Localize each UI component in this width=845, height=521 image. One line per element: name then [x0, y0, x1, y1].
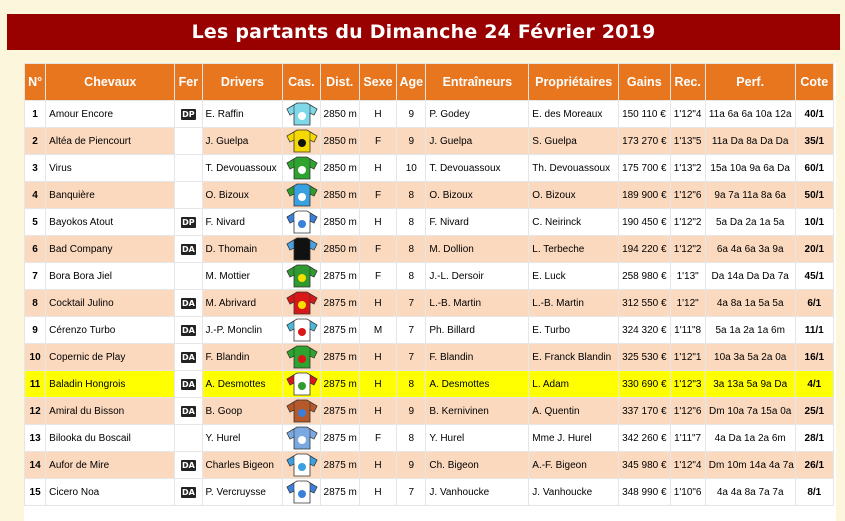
- cell-shoeing: [175, 425, 201, 451]
- cell-sex: H: [360, 290, 396, 316]
- cell-trainer[interactable]: Y. Hurel: [426, 425, 528, 451]
- cell-trainer[interactable]: J.-L. Dersoir: [426, 263, 528, 289]
- jersey-icon: [286, 372, 318, 396]
- cell-horse-name[interactable]: Bayokos Atout: [46, 209, 174, 235]
- cell-performance: 3a 13a 5a 9a Da: [706, 371, 795, 397]
- table-footer-strip: [24, 506, 836, 521]
- cell-owner: L. Terbeche: [529, 236, 618, 262]
- cell-odds: 26/1: [796, 452, 833, 478]
- shoeing-icon: DP: [182, 217, 195, 227]
- cell-jersey: [283, 263, 319, 289]
- table-row[interactable]: [25, 398, 833, 424]
- cell-sex: F: [360, 128, 396, 154]
- cell-distance: 2875 m: [321, 398, 359, 424]
- cell-performance: 9a 7a 11a 8a 6a: [706, 182, 795, 208]
- cell-performance: 11a 6a 6a 10a 12a: [706, 101, 795, 127]
- cell-jersey: [283, 101, 319, 127]
- col-header-sex[interactable]: Sexe: [360, 64, 396, 100]
- cell-horse-name[interactable]: Cocktail Julino: [46, 290, 174, 316]
- col-header-performance[interactable]: Perf.: [706, 64, 795, 100]
- jersey-icon: [286, 453, 318, 477]
- cell-owner: Mme J. Hurel: [529, 425, 618, 451]
- cell-driver[interactable]: J.-P. Monclin: [203, 317, 283, 343]
- cell-driver[interactable]: F. Blandin: [203, 344, 283, 370]
- cell-record: 1'12"2: [671, 236, 705, 262]
- cell-performance: 4a 4a 8a 7a 7a: [706, 479, 795, 505]
- cell-age: 7: [397, 317, 425, 343]
- col-header-odds[interactable]: Cote: [796, 64, 833, 100]
- cell-owner: Th. Devouassoux: [529, 155, 618, 181]
- cell-age: 8: [397, 371, 425, 397]
- cell-distance: 2850 m: [321, 128, 359, 154]
- cell-number: 2: [25, 128, 45, 154]
- cell-driver[interactable]: J. Guelpa: [203, 128, 283, 154]
- cell-sex: H: [360, 155, 396, 181]
- cell-age: 7: [397, 344, 425, 370]
- cell-earnings: 175 700 €: [619, 155, 669, 181]
- cell-jersey: [283, 371, 319, 397]
- cell-record: 1'12": [671, 290, 705, 316]
- cell-trainer[interactable]: J. Guelpa: [426, 128, 528, 154]
- cell-performance: 6a 4a 6a 3a 9a: [706, 236, 795, 262]
- cell-horse-name[interactable]: Amour Encore: [46, 101, 174, 127]
- cell-horse-name[interactable]: Bora Bora Jiel: [46, 263, 174, 289]
- jersey-icon: [286, 480, 318, 504]
- cell-trainer[interactable]: P. Godey: [426, 101, 528, 127]
- cell-age: 8: [397, 182, 425, 208]
- cell-age: 8: [397, 425, 425, 451]
- shoeing-icon: DA: [181, 379, 195, 389]
- cell-owner: C. Neirinck: [529, 209, 618, 235]
- cell-record: 1'11"8: [671, 317, 705, 343]
- table-row[interactable]: [25, 317, 833, 343]
- cell-performance: 5a Da 2a 1a 5a: [706, 209, 795, 235]
- cell-record: 1'12"6: [671, 398, 705, 424]
- cell-horse-name[interactable]: Copernic de Play: [46, 344, 174, 370]
- cell-record: 1'12"4: [671, 101, 705, 127]
- jersey-icon: [286, 210, 318, 234]
- table-row[interactable]: [25, 452, 833, 478]
- cell-distance: 2875 m: [321, 263, 359, 289]
- cell-trainer[interactable]: M. Dollion: [426, 236, 528, 262]
- cell-odds: 4/1: [796, 371, 833, 397]
- shoeing-icon: DA: [181, 460, 195, 470]
- cell-trainer[interactable]: T. Devouassoux: [426, 155, 528, 181]
- jersey-icon: [286, 345, 318, 369]
- cell-performance: 5a 1a 2a 1a 6m: [706, 317, 795, 343]
- cell-age: 8: [397, 209, 425, 235]
- cell-sex: H: [360, 452, 396, 478]
- cell-owner: S. Guelpa: [529, 128, 618, 154]
- cell-number: 4: [25, 182, 45, 208]
- col-header-record[interactable]: Rec.: [671, 64, 705, 100]
- cell-odds: 20/1: [796, 236, 833, 262]
- cell-shoeing: [175, 263, 201, 289]
- cell-odds: 35/1: [796, 128, 833, 154]
- cell-earnings: 190 450 €: [619, 209, 669, 235]
- cell-distance: 2850 m: [321, 209, 359, 235]
- cell-trainer[interactable]: A. Desmottes: [426, 371, 528, 397]
- cell-driver[interactable]: E. Raffin: [203, 101, 283, 127]
- cell-driver[interactable]: Charles Bigeon: [203, 452, 283, 478]
- cell-record: 1'11"7: [671, 425, 705, 451]
- cell-performance: 4a 8a 1a 5a 5a: [706, 290, 795, 316]
- cell-number: 9: [25, 317, 45, 343]
- cell-shoeing: [175, 452, 201, 478]
- cell-number: 13: [25, 425, 45, 451]
- cell-sex: M: [360, 317, 396, 343]
- table-row[interactable]: [25, 155, 833, 181]
- table-row[interactable]: [25, 479, 833, 505]
- table-row[interactable]: [25, 209, 833, 235]
- cell-driver[interactable]: A. Desmottes: [203, 371, 283, 397]
- cell-horse-name[interactable]: Cérenzo Turbo: [46, 317, 174, 343]
- cell-number: 8: [25, 290, 45, 316]
- cell-trainer[interactable]: F. Nivard: [426, 209, 528, 235]
- runners-table-container: [24, 63, 836, 513]
- cell-distance: 2875 m: [321, 371, 359, 397]
- cell-earnings: 258 980 €: [619, 263, 669, 289]
- cell-driver[interactable]: O. Bizoux: [203, 182, 283, 208]
- cell-driver[interactable]: B. Goop: [203, 398, 283, 424]
- cell-shoeing: [175, 128, 201, 154]
- jersey-icon: [286, 264, 318, 288]
- cell-trainer[interactable]: Ch. Bigeon: [426, 452, 528, 478]
- shoeing-icon: DA: [181, 298, 195, 308]
- cell-shoeing: [175, 155, 201, 181]
- col-header-casaque[interactable]: Cas.: [283, 64, 319, 100]
- cell-odds: 25/1: [796, 398, 833, 424]
- cell-sex: H: [360, 371, 396, 397]
- cell-owner: A.-F. Bigeon: [529, 452, 618, 478]
- cell-earnings: 189 900 €: [619, 182, 669, 208]
- cell-trainer[interactable]: J. Vanhoucke: [426, 479, 528, 505]
- cell-record: 1'12"4: [671, 452, 705, 478]
- cell-distance: 2850 m: [321, 101, 359, 127]
- cell-jersey: [283, 155, 319, 181]
- cell-distance: 2850 m: [321, 182, 359, 208]
- cell-sex: H: [360, 479, 396, 505]
- cell-performance: Dm 10m 14a 4a 7a: [706, 452, 795, 478]
- cell-earnings: 312 550 €: [619, 290, 669, 316]
- cell-distance: 2875 m: [321, 425, 359, 451]
- cell-number: 12: [25, 398, 45, 424]
- cell-number: 7: [25, 263, 45, 289]
- jersey-icon: [286, 291, 318, 315]
- cell-odds: 11/1: [796, 317, 833, 343]
- cell-age: 8: [397, 236, 425, 262]
- col-header-fer[interactable]: Fer: [175, 64, 201, 100]
- cell-shoeing: [175, 398, 201, 424]
- cell-distance: 2875 m: [321, 479, 359, 505]
- shoeing-icon: DA: [181, 487, 195, 497]
- cell-shoeing: [175, 371, 201, 397]
- shoeing-icon: DA: [181, 325, 195, 335]
- cell-owner: L.-B. Martin: [529, 290, 618, 316]
- cell-distance: 2875 m: [321, 317, 359, 343]
- cell-shoeing: [175, 101, 201, 127]
- cell-owner: A. Quentin: [529, 398, 618, 424]
- cell-age: 7: [397, 479, 425, 505]
- cell-earnings: 342 260 €: [619, 425, 669, 451]
- col-header-earnings[interactable]: Gains: [619, 64, 669, 100]
- cell-horse-name[interactable]: Amiral du Bisson: [46, 398, 174, 424]
- cell-odds: 6/1: [796, 290, 833, 316]
- shoeing-icon: DA: [181, 406, 195, 416]
- cell-driver[interactable]: Y. Hurel: [203, 425, 283, 451]
- cell-horse-name[interactable]: Banquière: [46, 182, 174, 208]
- jersey-icon: [286, 399, 318, 423]
- cell-performance: 11a Da 8a Da Da: [706, 128, 795, 154]
- cell-earnings: 150 110 €: [619, 101, 669, 127]
- cell-horse-name[interactable]: Baladin Hongrois: [46, 371, 174, 397]
- jersey-icon: [286, 237, 318, 261]
- cell-number: 14: [25, 452, 45, 478]
- cell-owner: E. Luck: [529, 263, 618, 289]
- runners-table: [24, 63, 834, 506]
- cell-owner: J. Vanhoucke: [529, 479, 618, 505]
- cell-distance: 2850 m: [321, 155, 359, 181]
- cell-trainer[interactable]: B. Kernivinen: [426, 398, 528, 424]
- cell-sex: H: [360, 398, 396, 424]
- cell-sex: H: [360, 344, 396, 370]
- cell-shoeing: [175, 209, 201, 235]
- cell-driver[interactable]: D. Thomain: [203, 236, 283, 262]
- jersey-icon: [286, 129, 318, 153]
- cell-owner: E. des Moreaux: [529, 101, 618, 127]
- shoeing-icon: DP: [182, 109, 195, 119]
- cell-earnings: 325 530 €: [619, 344, 669, 370]
- cell-record: 1'13"5: [671, 128, 705, 154]
- cell-record: 1'13"2: [671, 155, 705, 181]
- cell-record: 1'13": [671, 263, 705, 289]
- table-row[interactable]: [25, 290, 833, 316]
- table-row[interactable]: [25, 236, 833, 262]
- cell-owner: E. Turbo: [529, 317, 618, 343]
- cell-jersey: [283, 425, 319, 451]
- cell-earnings: 348 990 €: [619, 479, 669, 505]
- cell-age: 10: [397, 155, 425, 181]
- jersey-icon: [286, 318, 318, 342]
- cell-earnings: 173 270 €: [619, 128, 669, 154]
- cell-jersey: [283, 182, 319, 208]
- cell-trainer[interactable]: Ph. Billard: [426, 317, 528, 343]
- cell-record: 1'10"6: [671, 479, 705, 505]
- cell-earnings: 330 690 €: [619, 371, 669, 397]
- jersey-icon: [286, 183, 318, 207]
- cell-odds: 16/1: [796, 344, 833, 370]
- cell-jersey: [283, 479, 319, 505]
- cell-jersey: [283, 344, 319, 370]
- cell-performance: Dm 10a 7a 15a 0a: [706, 398, 795, 424]
- cell-performance: Da 14a Da Da 7a: [706, 263, 795, 289]
- table-row[interactable]: [25, 263, 833, 289]
- cell-jersey: [283, 128, 319, 154]
- cell-age: 9: [397, 128, 425, 154]
- cell-sex: F: [360, 263, 396, 289]
- jersey-icon: [286, 426, 318, 450]
- cell-age: 9: [397, 398, 425, 424]
- cell-number: 6: [25, 236, 45, 262]
- table-row[interactable]: [25, 371, 833, 397]
- cell-sex: F: [360, 182, 396, 208]
- cell-earnings: 324 320 €: [619, 317, 669, 343]
- cell-horse-name[interactable]: Bilooka du Boscail: [46, 425, 174, 451]
- cell-earnings: 194 220 €: [619, 236, 669, 262]
- table-header-row: [25, 64, 833, 100]
- cell-jersey: [283, 398, 319, 424]
- cell-distance: 2875 m: [321, 290, 359, 316]
- cell-jersey: [283, 317, 319, 343]
- cell-earnings: 337 170 €: [619, 398, 669, 424]
- col-header-trainers[interactable]: Entraîneurs: [426, 64, 528, 100]
- cell-jersey: [283, 209, 319, 235]
- shoeing-icon: DA: [181, 244, 195, 254]
- cell-performance: 10a 3a 5a 2a 0a: [706, 344, 795, 370]
- cell-shoeing: [175, 317, 201, 343]
- cell-age: 9: [397, 452, 425, 478]
- cell-driver[interactable]: P. Vercruysse: [203, 479, 283, 505]
- cell-horse-name[interactable]: Virus: [46, 155, 174, 181]
- table-row[interactable]: [25, 425, 833, 451]
- cell-number: 15: [25, 479, 45, 505]
- cell-trainer[interactable]: L.-B. Martin: [426, 290, 528, 316]
- cell-number: 11: [25, 371, 45, 397]
- cell-odds: 10/1: [796, 209, 833, 235]
- cell-odds: 50/1: [796, 182, 833, 208]
- cell-driver[interactable]: T. Devouassoux: [203, 155, 283, 181]
- col-header-drivers[interactable]: Drivers: [203, 64, 283, 100]
- cell-trainer[interactable]: O. Bizoux: [426, 182, 528, 208]
- col-header-distance[interactable]: Dist.: [321, 64, 359, 100]
- cell-jersey: [283, 452, 319, 478]
- table-row[interactable]: [25, 101, 833, 127]
- cell-earnings: 345 980 €: [619, 452, 669, 478]
- shoeing-icon: DA: [181, 352, 195, 362]
- cell-sex: H: [360, 209, 396, 235]
- cell-trainer[interactable]: F. Blandin: [426, 344, 528, 370]
- cell-odds: 60/1: [796, 155, 833, 181]
- page-title: Les partants du Dimanche 24 Février 2019: [7, 14, 840, 50]
- col-header-age[interactable]: Age: [397, 64, 425, 100]
- cell-performance: 4a Da 1a 2a 6m: [706, 425, 795, 451]
- cell-number: 1: [25, 101, 45, 127]
- cell-shoeing: [175, 479, 201, 505]
- cell-horse-name[interactable]: Altéa de Piencourt: [46, 128, 174, 154]
- cell-record: 1'12"6: [671, 182, 705, 208]
- cell-driver[interactable]: M. Abrivard: [203, 290, 283, 316]
- col-header-horses[interactable]: Chevaux: [46, 64, 174, 100]
- cell-number: 3: [25, 155, 45, 181]
- cell-horse-name[interactable]: Cicero Noa: [46, 479, 174, 505]
- cell-sex: F: [360, 425, 396, 451]
- cell-age: 8: [397, 263, 425, 289]
- col-header-num[interactable]: N°: [25, 64, 45, 100]
- cell-shoeing: [175, 344, 201, 370]
- cell-odds: 28/1: [796, 425, 833, 451]
- cell-distance: 2875 m: [321, 452, 359, 478]
- cell-shoeing: [175, 182, 201, 208]
- cell-odds: 45/1: [796, 263, 833, 289]
- table-body: [25, 101, 833, 505]
- cell-jersey: [283, 236, 319, 262]
- cell-horse-name[interactable]: Bad Company: [46, 236, 174, 262]
- cell-jersey: [283, 290, 319, 316]
- cell-owner: E. Franck Blandin: [529, 344, 618, 370]
- cell-odds: 8/1: [796, 479, 833, 505]
- cell-number: 10: [25, 344, 45, 370]
- cell-age: 9: [397, 101, 425, 127]
- cell-driver[interactable]: M. Mottier: [203, 263, 283, 289]
- col-header-owners[interactable]: Propriétaires: [529, 64, 618, 100]
- cell-shoeing: [175, 236, 201, 262]
- cell-age: 7: [397, 290, 425, 316]
- cell-sex: F: [360, 236, 396, 262]
- cell-performance: 15a 10a 9a 6a Da: [706, 155, 795, 181]
- cell-owner: L. Adam: [529, 371, 618, 397]
- cell-record: 1'12"3: [671, 371, 705, 397]
- cell-sex: H: [360, 101, 396, 127]
- jersey-icon: [286, 156, 318, 180]
- table-row[interactable]: [25, 344, 833, 370]
- cell-distance: 2875 m: [321, 344, 359, 370]
- cell-record: 1'12"1: [671, 344, 705, 370]
- cell-horse-name[interactable]: Aufor de Mire: [46, 452, 174, 478]
- cell-driver[interactable]: F. Nivard: [203, 209, 283, 235]
- cell-record: 1'12"2: [671, 209, 705, 235]
- jersey-icon: [286, 102, 318, 126]
- cell-shoeing: [175, 290, 201, 316]
- cell-owner: O. Bizoux: [529, 182, 618, 208]
- table-row[interactable]: [25, 128, 833, 154]
- cell-number: 5: [25, 209, 45, 235]
- table-row[interactable]: [25, 182, 833, 208]
- cell-odds: 40/1: [796, 101, 833, 127]
- cell-distance: 2850 m: [321, 236, 359, 262]
